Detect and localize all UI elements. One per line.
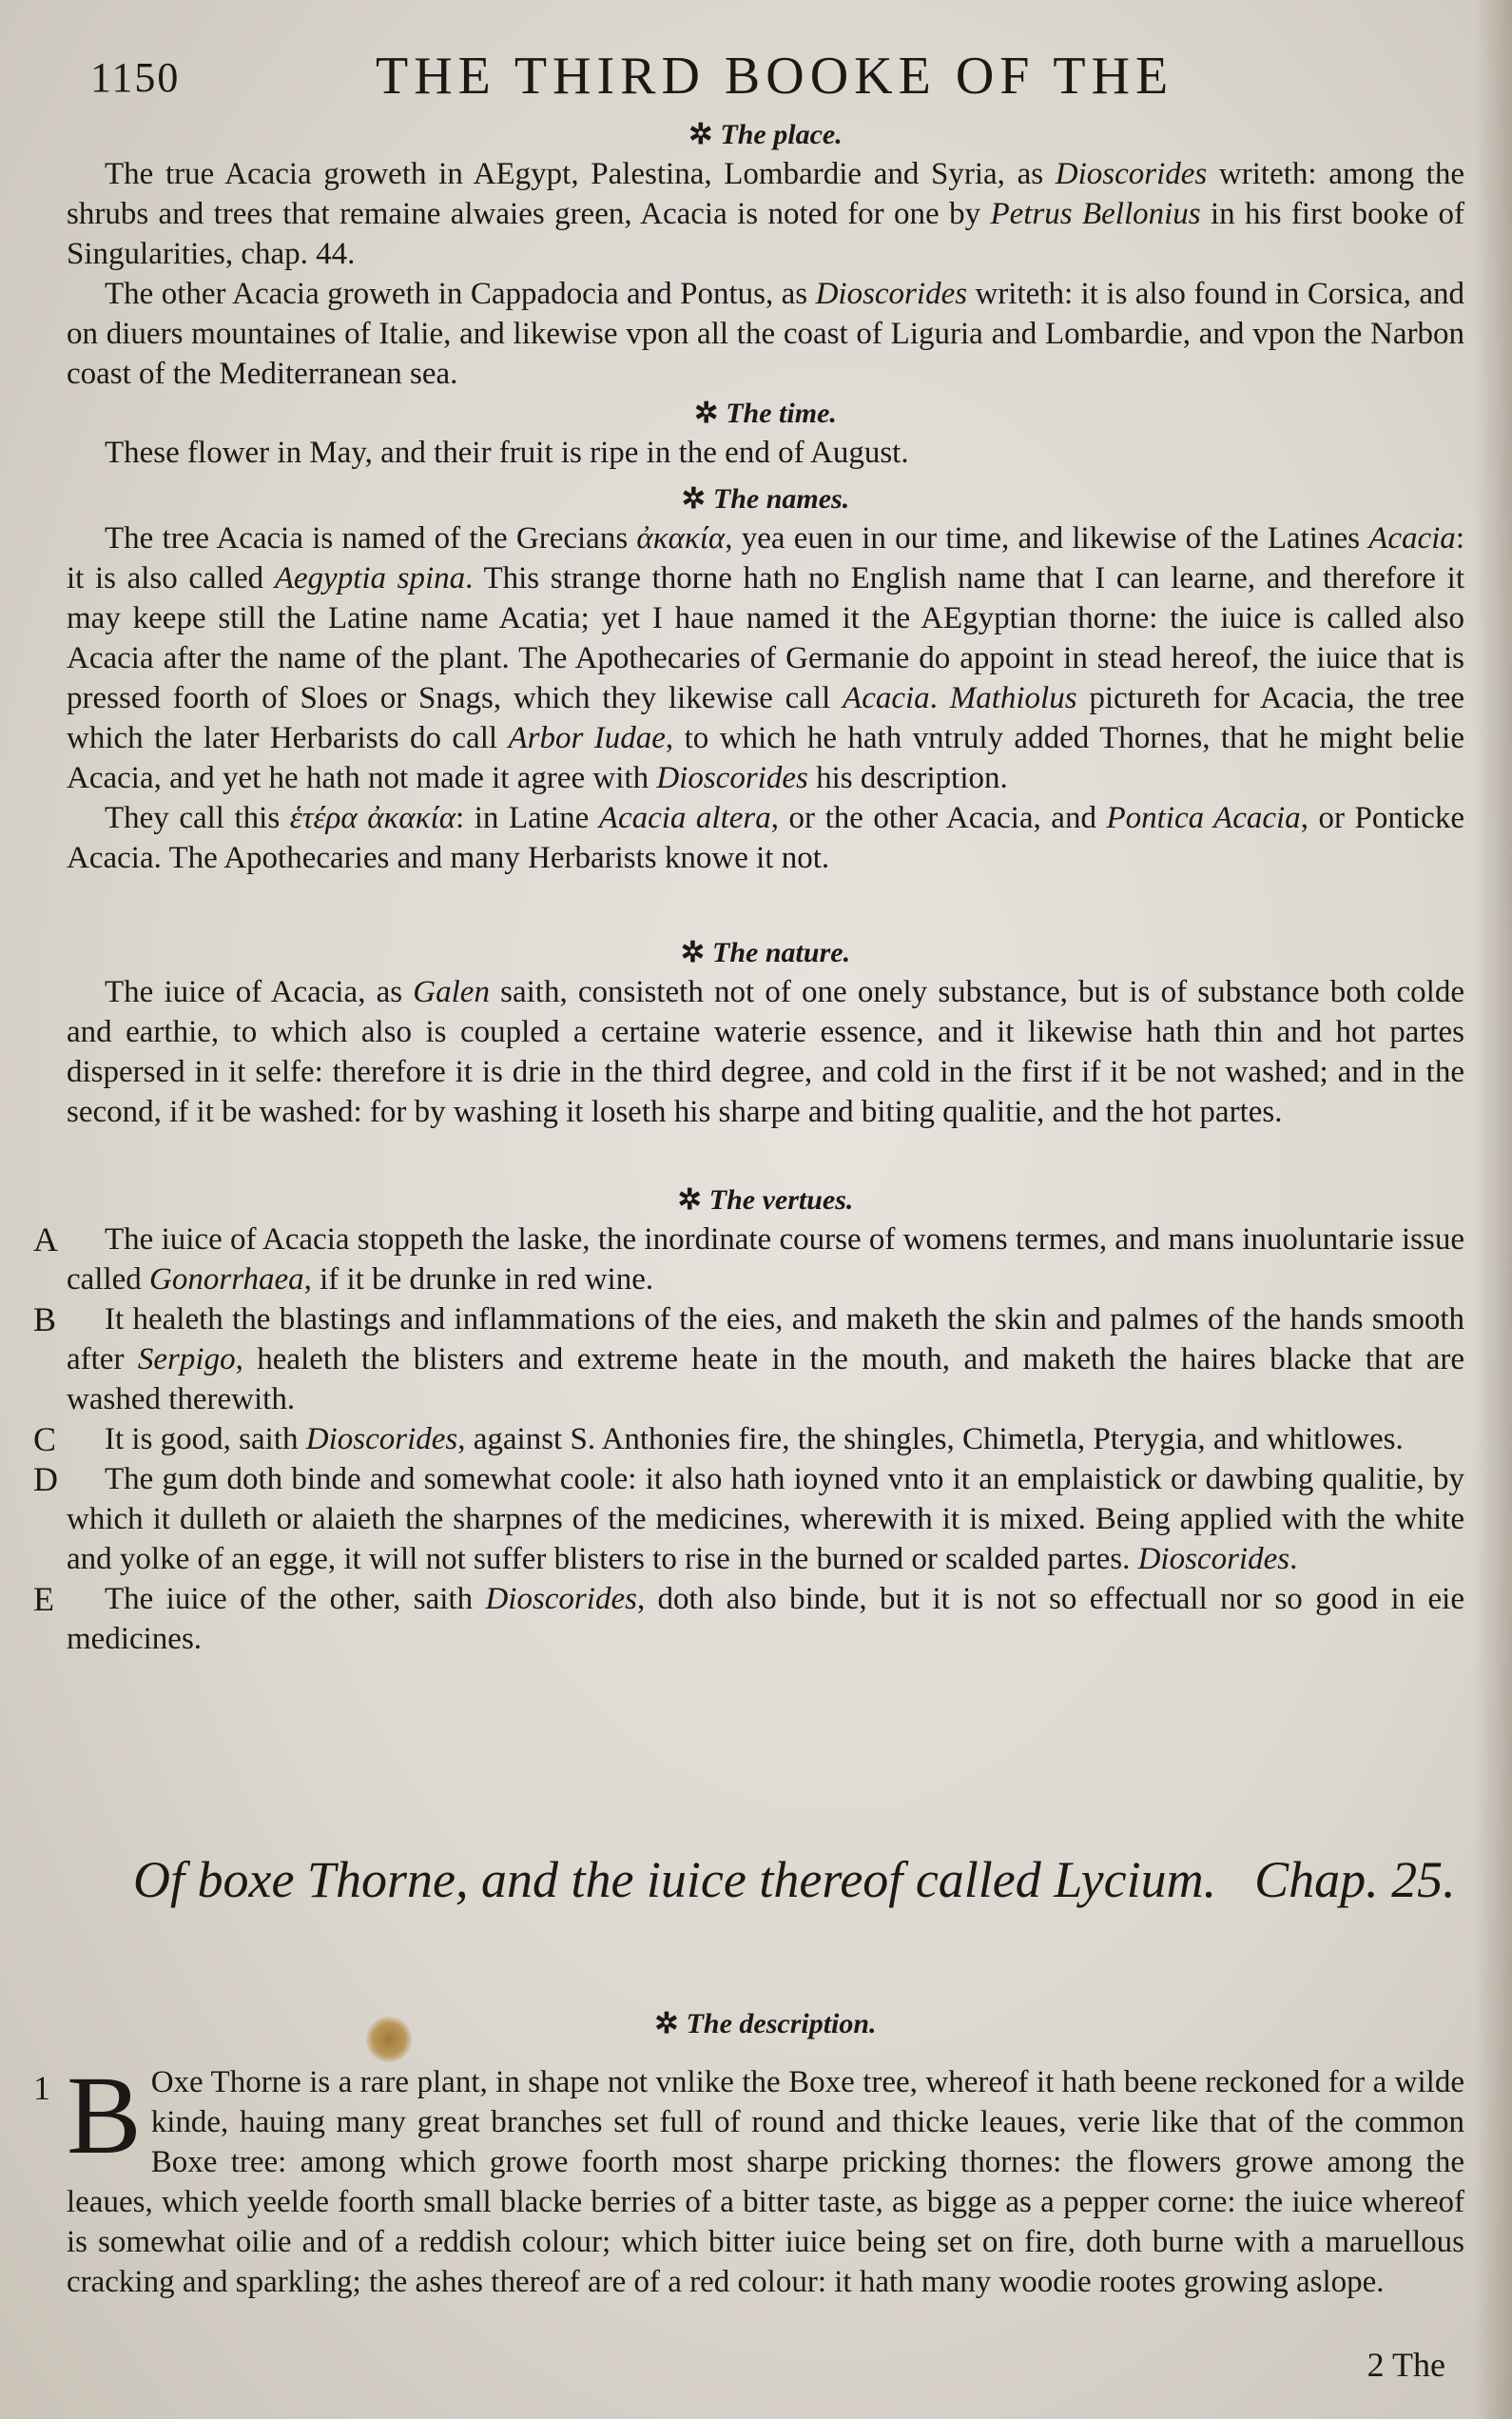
margin-letter: A (33, 1220, 58, 1258)
paragraph: The other Acacia groweth in Cappadocia and Pontus, as Dioscorides writeth: it is also found in Corsica, and on diuers mountaines of Italie, and likewise vpon all the coast of Liguria and Lombardie, and vpon the Narbon coast of the Mediterranean sea. (67, 277, 1464, 391)
fleuron-icon: ✲ (681, 483, 706, 515)
margin-number: 1 (33, 2069, 50, 2107)
drop-capital: B (67, 2053, 142, 2177)
vertue-item (33, 1459, 1464, 1579)
page-edge-shadow (1474, 0, 1512, 2419)
section-heading: ✲ The names. (681, 483, 850, 515)
section-time (67, 395, 1464, 473)
fleuron-icon: ✲ (680, 937, 706, 968)
section-description (33, 2005, 1464, 2302)
section-heading: ✲ The nature. (680, 937, 851, 968)
chapter-number: Chap. 25. (1254, 1851, 1456, 1908)
section-nature (67, 934, 1464, 1132)
paragraph: The tree Acacia is named of the Grecians ἀκακία, yea euen in our time, and likewise of the Latines Acacia: it is also called Aegyptia spina. This strange thorne hath no English name that I can learne, and therefore it may keepe still the Latine name Acatia; yet I haue named it the AEgyptian thorne: the iuice is called also Acacia after the name of the plant. The Apothecaries of Germanie do appoint in stead hereof, the iuice that is pressed foorth of Sloes or Snags, which they likewise call Acacia. Mathiolus pictureth for Acacia, the tree which the later Herbarists do call Arbor Iudae, to which he hath vntruly added Thornes, that he might belie Acacia, and yet he hath not made it agree with Dioscorides his description. (67, 521, 1464, 795)
section-heading: ✲ The vertues. (677, 1184, 854, 1216)
description-item (33, 2053, 1464, 2302)
vertue-item (33, 1419, 1464, 1459)
paragraph: B Oxe Thorne is a rare plant, in shape not vnlike the Boxe tree, whereof it hath beene reckoned for a wilde kinde, hauing many great branches set full of round and thicke leaues, verie like that of the common Boxe tree: among which growe foorth most sharpe pricking thornes: the flowers growe among the leaues, which yeelde foorth small blacke berries of a bitter taste, as bigge as a pepper corne: the iuice whereof is somewhat oilie and of a reddish colour; which bitter iuice being set on fire, doth burne with a maruellous cracking and sparkling; the ashes thereof are of a red colour: it hath many woodie rootes growing aslope. (67, 2053, 1464, 2299)
fleuron-icon: ✲ (654, 2008, 679, 2039)
paragraph: The true Acacia groweth in AEgypt, Palestina, Lombardie and Syria, as Dioscorides writeth: among the shrubs and trees that remaine alwaies green, Acacia is noted for one by Petrus Bellonius in his first booke of Singularities, chap. 44. (67, 157, 1465, 271)
page-header (90, 46, 1231, 122)
section-heading: ✲ The description. (654, 2008, 877, 2039)
page-number: 1150 (90, 54, 181, 101)
section-vertues (33, 1181, 1464, 1659)
margin-letter: B (33, 1300, 57, 1338)
vertue-item (33, 1219, 1464, 1299)
paragraph: The iuice of the other, saith Dioscorides, doth also binde, but it is not so effectuall nor so good in eie medicines. (67, 1582, 1464, 1656)
chapter-title: Of boxe Thorne, and the iuice thereof called Lycium. Chap. 25. (133, 1851, 1456, 1908)
margin-letter: D (33, 1460, 58, 1498)
paragraph: These flower in May, and their fruit is ripe in the end of August. (105, 436, 909, 470)
paragraph: The iuice of Acacia stoppeth the laske, the inordinate course of womens termes, and mans inuoluntarie issue called Gonorrhaea, if it be drunke in red wine. (67, 1222, 1464, 1297)
paragraph: The gum doth binde and somewhat coole: it also hath ioyned vnto it an emplaistick or dawbing qualitie, by which it dulleth or alaieth the sharpnes of the medicines, wherewith it is mixed. Being applied with the white and yolke of an egge, it will not suffer blisters to rise in the burned or scalded partes. Dioscorides. (67, 1462, 1464, 1576)
margin-letter: E (33, 1580, 54, 1618)
paragraph: It is good, saith Dioscorides, against S. Anthonies fire, the shingles, Chimetla, Pterygia, and whitlowes. (105, 1422, 1404, 1456)
vertue-item (33, 1579, 1464, 1659)
section-heading: ✲ The time. (694, 398, 837, 429)
section-names (67, 480, 1464, 878)
paragraph: They call this ἑτέρα ἀκακία: in Latine Acacia altera, or the other Acacia, and Pontica Acacia, or Ponticke Acacia. The Apothecaries and many Herbarists knowe it not. (67, 801, 1464, 875)
section-place (67, 116, 1464, 394)
margin-letter: C (33, 1420, 57, 1458)
catchword: 2 The (1367, 2346, 1445, 2384)
running-title: THE THIRD BOOKE OF THE (376, 47, 1174, 106)
paragraph: It healeth the blastings and inflammations of the eies, and maketh the skin and palmes of the hands smooth after Serpigo, healeth the blisters and extreme heate in the mouth, and maketh the haires blacke that are washed therewith. (67, 1302, 1464, 1416)
vertue-item (33, 1299, 1464, 1419)
paragraph: The iuice of Acacia, as Galen saith, consisteth not of one onely substance, but is of substance both colde and earthie, to which also is coupled a certaine waterie essence, and it likewise hath thin and hot partes dispersed in it selfe: therefore it is drie in the third degree, and cold in the first if it be not washed; and in the second, if it be washed: for by washing it loseth his sharpe and biting qualitie, and the hot partes. (67, 975, 1464, 1129)
section-heading: ✲ The place. (688, 119, 843, 150)
fleuron-icon: ✲ (694, 398, 719, 429)
fleuron-icon: ✲ (677, 1184, 702, 1216)
fleuron-icon: ✲ (688, 119, 713, 150)
